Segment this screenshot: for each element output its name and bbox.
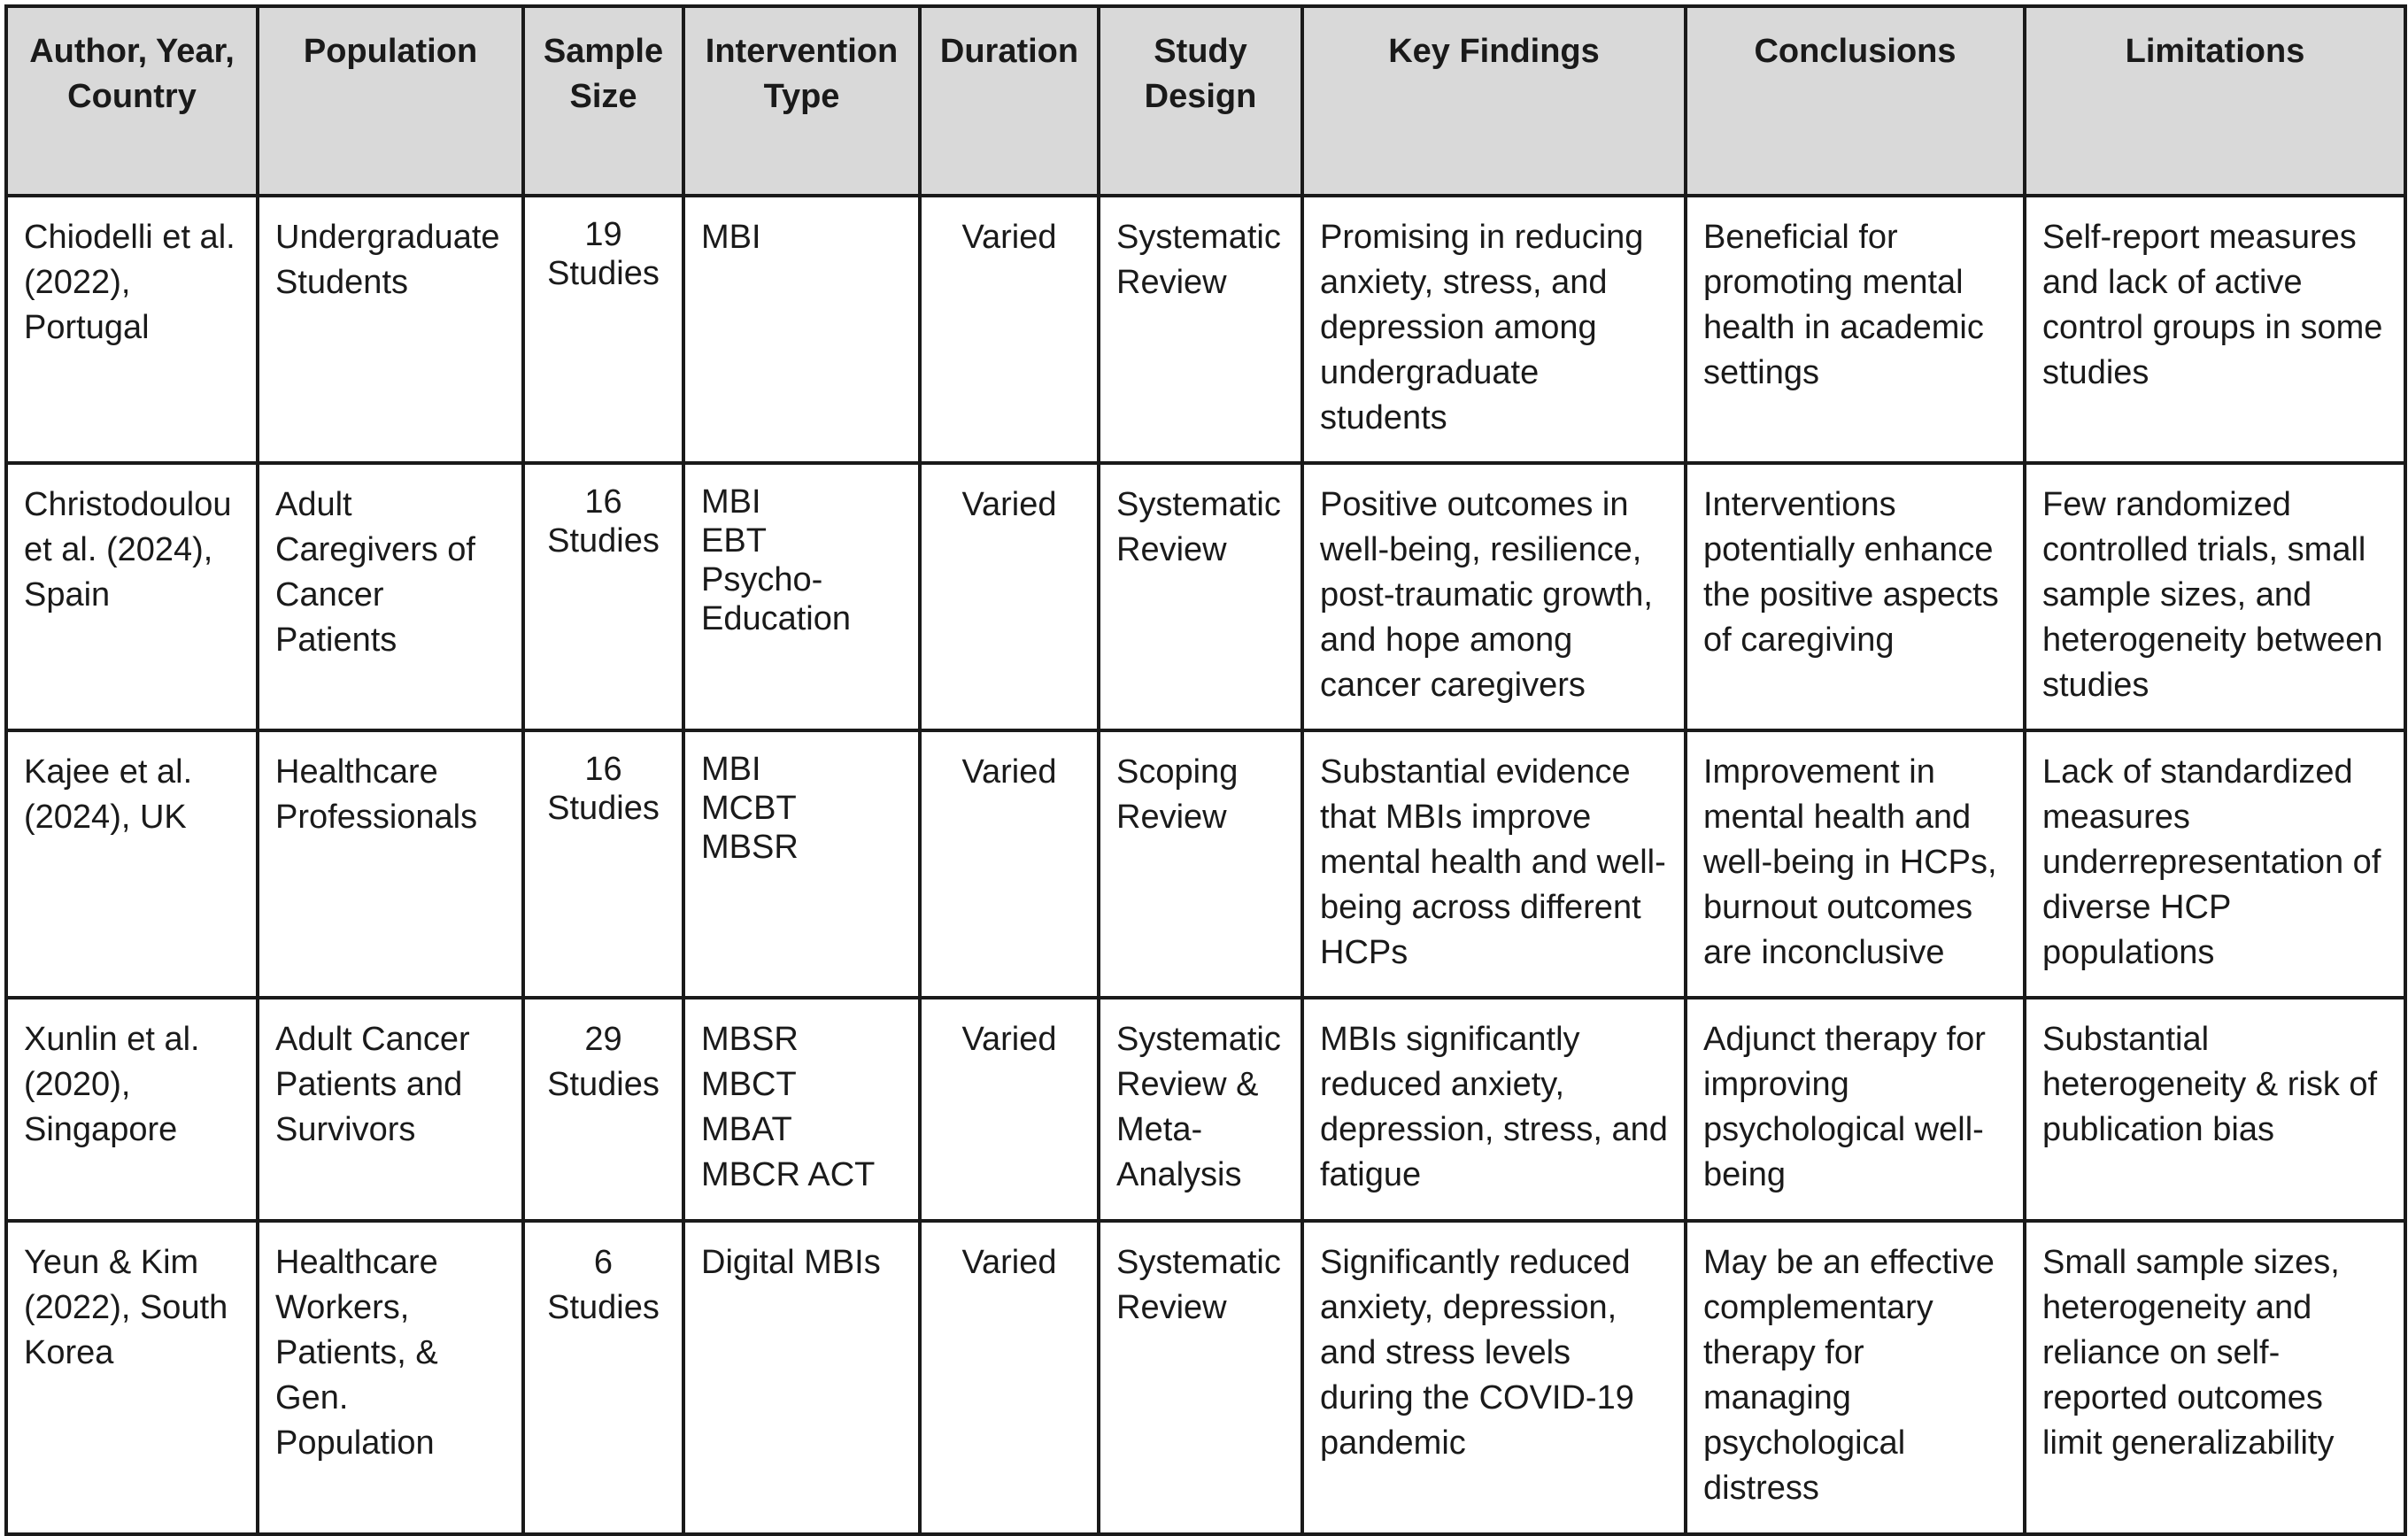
cell-duration: Varied bbox=[920, 1221, 1099, 1534]
cell-author: Yeun & Kim (2022), South Korea bbox=[6, 1221, 258, 1534]
cell-sample-size: 16 Studies bbox=[523, 730, 683, 998]
cell-key-findings: MBIs significantly reduced anxiety, depression, stress, and fatigue bbox=[1302, 998, 1686, 1221]
cell-conclusions: Adjunct therapy for improving psychological well-being bbox=[1686, 998, 2025, 1221]
intervention-item: Education bbox=[701, 600, 852, 637]
cell-study-design: Systematic Review bbox=[1099, 1221, 1302, 1534]
cell-population: Adult Caregivers of Cancer Patients bbox=[258, 463, 523, 730]
cell-sample-size: 29 Studies bbox=[523, 998, 683, 1221]
table-row bbox=[6, 730, 2405, 998]
cell-limitations: Few randomized controlled trials, small sample sizes, and heterogeneity between studies bbox=[2025, 463, 2405, 730]
cell-key-findings: Significantly reduced anxiety, depression, and stress levels during the COVID-19 pandemic bbox=[1302, 1221, 1686, 1534]
intervention-item: MCBT bbox=[701, 790, 797, 827]
header-population: Population bbox=[258, 6, 523, 196]
cell-key-findings: Promising in reducing anxiety, stress, and depression among undergraduate students bbox=[1302, 196, 1686, 463]
cell-intervention-type bbox=[683, 730, 920, 998]
header-conclusions: Conclusions bbox=[1686, 6, 2025, 196]
cell-author: Xunlin et al. (2020), Singapore bbox=[6, 998, 258, 1221]
header-duration: Duration bbox=[920, 6, 1099, 196]
literature-review-table bbox=[4, 4, 2407, 1536]
cell-study-design: Systematic Review bbox=[1099, 463, 1302, 730]
cell-conclusions: Beneficial for promoting mental health in academic settings bbox=[1686, 196, 2025, 463]
table-row bbox=[6, 1221, 2405, 1534]
header-limitations: Limitations bbox=[2025, 6, 2405, 196]
intervention-item: MBAT bbox=[701, 1111, 792, 1148]
table-row bbox=[6, 196, 2405, 463]
cell-sample-size: 16 Studies bbox=[523, 463, 683, 730]
header-author: Author, Year, Country bbox=[6, 6, 258, 196]
cell-duration: Varied bbox=[920, 196, 1099, 463]
cell-sample-size: 6 Studies bbox=[523, 1221, 683, 1534]
cell-population: Undergraduate Students bbox=[258, 196, 523, 463]
cell-intervention-type bbox=[683, 463, 920, 730]
intervention-item: MBI bbox=[701, 751, 761, 788]
cell-population: Healthcare Professionals bbox=[258, 730, 523, 998]
cell-key-findings: Positive outcomes in well-being, resilience, post-traumatic growth, and hope among cancer caregivers bbox=[1302, 463, 1686, 730]
table-row bbox=[6, 998, 2405, 1221]
cell-conclusions: Improvement in mental health and well-being in HCPs, burnout outcomes are inconclusive bbox=[1686, 730, 2025, 998]
cell-intervention-type: Digital MBIs bbox=[683, 1221, 920, 1534]
cell-conclusions: Interventions potentially enhance the positive aspects of caregiving bbox=[1686, 463, 2025, 730]
cell-intervention-type: MBI bbox=[683, 196, 920, 463]
header-sample-size: Sample Size bbox=[523, 6, 683, 196]
cell-author: Christodoulou et al. (2024), Spain bbox=[6, 463, 258, 730]
cell-duration: Varied bbox=[920, 730, 1099, 998]
cell-limitations: Self-report measures and lack of active control groups in some studies bbox=[2025, 196, 2405, 463]
cell-key-findings: Substantial evidence that MBIs improve mental health and well-being across different HCPs bbox=[1302, 730, 1686, 998]
cell-intervention-type bbox=[683, 998, 920, 1221]
table-row bbox=[6, 463, 2405, 730]
header-intervention-type: Intervention Type bbox=[683, 6, 920, 196]
intervention-item: MBI bbox=[701, 483, 761, 521]
cell-study-design: Scoping Review bbox=[1099, 730, 1302, 998]
intervention-item: MBSR bbox=[701, 829, 799, 866]
cell-duration: Varied bbox=[920, 463, 1099, 730]
intervention-item: MBCT bbox=[701, 1066, 797, 1103]
header-key-findings: Key Findings bbox=[1302, 6, 1686, 196]
cell-author: Chiodelli et al. (2022), Portugal bbox=[6, 196, 258, 463]
cell-limitations: Substantial heterogeneity & risk of publication bias bbox=[2025, 998, 2405, 1221]
cell-limitations: Lack of standardized measures underrepresentation of diverse HCP populations bbox=[2025, 730, 2405, 998]
intervention-item: MBCR ACT bbox=[701, 1156, 876, 1193]
cell-population: Adult Cancer Patients and Survivors bbox=[258, 998, 523, 1221]
cell-population: Healthcare Workers, Patients, & Gen. Population bbox=[258, 1221, 523, 1534]
cell-study-design: Systematic Review & Meta-Analysis bbox=[1099, 998, 1302, 1221]
cell-limitations: Small sample sizes, heterogeneity and reliance on self-reported outcomes limit generalizability bbox=[2025, 1221, 2405, 1534]
intervention-item: EBT bbox=[701, 522, 767, 560]
cell-study-design: Systematic Review bbox=[1099, 196, 1302, 463]
cell-conclusions: May be an effective complementary therapy for managing psychological distress bbox=[1686, 1221, 2025, 1534]
cell-sample-size: 19 Studies bbox=[523, 196, 683, 463]
intervention-item: MBSR bbox=[701, 1021, 799, 1058]
header-study-design: Study Design bbox=[1099, 6, 1302, 196]
header-row bbox=[6, 6, 2405, 196]
cell-duration: Varied bbox=[920, 998, 1099, 1221]
intervention-item: Psycho- bbox=[701, 561, 823, 598]
cell-author: Kajee et al. (2024), UK bbox=[6, 730, 258, 998]
